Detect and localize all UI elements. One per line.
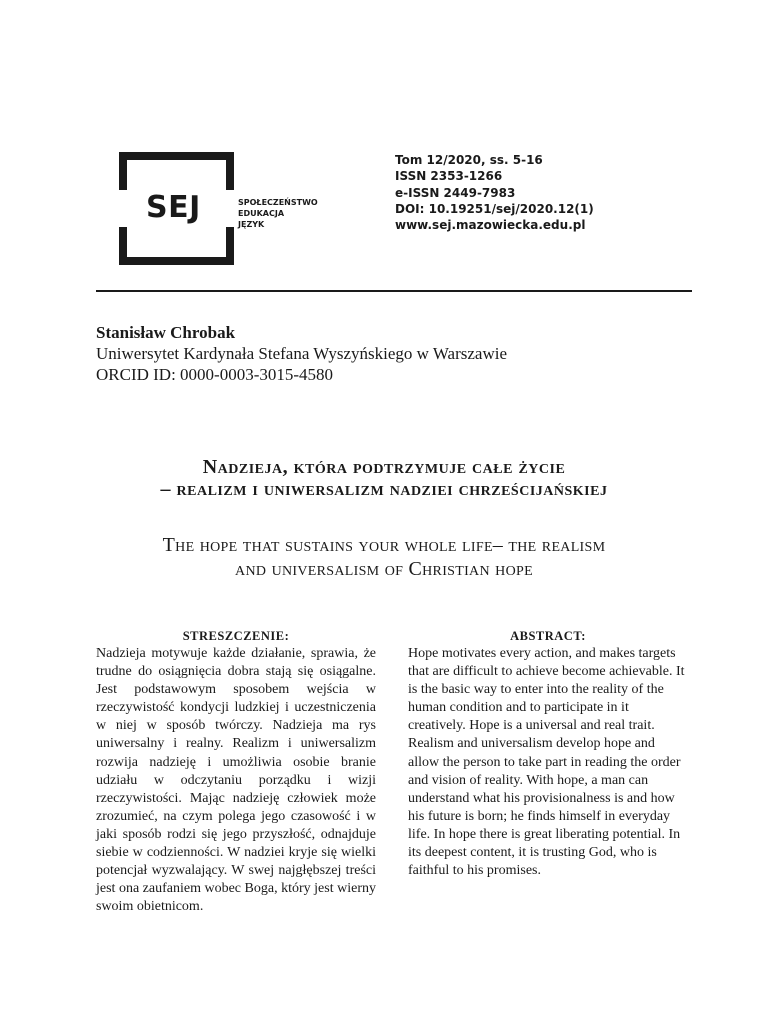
- abstract-polish-text: Nadzieja motywuje każde działanie, sprawia, że trudne do osiągnięcia dobra stają się osiągalne. Jest podstawowym sposobem wejścia w rzeczywistość kondycji ludzkiej i uczestniczenia w niej w sposób twórczy. Nadzieja ma rys uniwersalny i realny. Realizm i uniwersalizm rozwija nadzieję i umożliwia osobie branie udziału w odczytaniu porządku i wizji rzeczywistości. Mając nadzieję człowiek może zrozumieć, na czym polega jego czasowość i w jaki sposób rodzi się jego przyszłość, odnajduje siebie w codzienności. W nadziei kryje się wielki potencjał wyzwalający. W swej najgłębszej treści jest ona zaufaniem wobec Boga, który jest wierny swoim obietnicom.: [96, 646, 376, 915]
- abstract-english-text: Hope motivates every action, and makes targets that are difficult to achieve become achievable. It is the basic way to enter into the reality of the human condition and to participate in it creatively. Hope is a universal and real trait. Realism and universalism develop hope and allow the person to take part in reading the order and vision of reality. With hope, a man can understand what his provisionalness is and how his future is born; he finds himself in everyday life. In hope there is great liberating potential. In its deepest content, it is trusting God, who is faithful to his promises.: [408, 646, 685, 879]
- issn: ISSN 2353-1266: [395, 169, 503, 184]
- journal-logo: [119, 152, 234, 265]
- abstract-polish-heading: STRESZCZENIE:: [182, 629, 290, 643]
- journal-info: [395, 152, 594, 233]
- logo-word: EDUKACJA: [238, 209, 285, 218]
- title-polish-line2: – realizm i uniwersalizm nadziei chrześcijańskiej: [160, 478, 608, 500]
- header-divider: [96, 290, 692, 292]
- title-polish-line1: Nadzieja, która podtrzymuje całe życie: [202, 456, 566, 478]
- title-english-line2: and universalism of Christian hope: [235, 558, 533, 580]
- journal-url: www.sej.mazowiecka.edu.pl: [395, 218, 586, 233]
- author-orcid: ORCID ID: 0000-0003-3015-4580: [96, 365, 334, 384]
- title-english-line1: The hope that sustains your whole life– the realism: [162, 534, 606, 556]
- volume-pages: Tom 12/2020, ss. 5-16: [395, 153, 543, 167]
- logo-words: [238, 197, 318, 230]
- logo-abbreviation: SEJ: [146, 190, 201, 225]
- title-polish: [60, 456, 708, 500]
- author-block: [96, 322, 507, 385]
- title-english: [60, 533, 708, 581]
- abstract-polish: [96, 627, 376, 916]
- abstract-english: [408, 627, 688, 880]
- abstract-english-heading: ABSTRACT:: [510, 629, 586, 643]
- logo-word: JĘZYK: [238, 220, 265, 229]
- author-name: Stanisław Chrobak: [96, 323, 236, 342]
- author-affiliation: Uniwersytet Kardynała Stefana Wyszyńskiego w Warszawie: [96, 344, 507, 363]
- doi: DOI: 10.19251/sej/2020.12(1): [395, 201, 594, 216]
- logo-word: SPOŁECZEŃSTWO: [238, 198, 318, 207]
- eissn: e-ISSN 2449-7983: [395, 185, 516, 200]
